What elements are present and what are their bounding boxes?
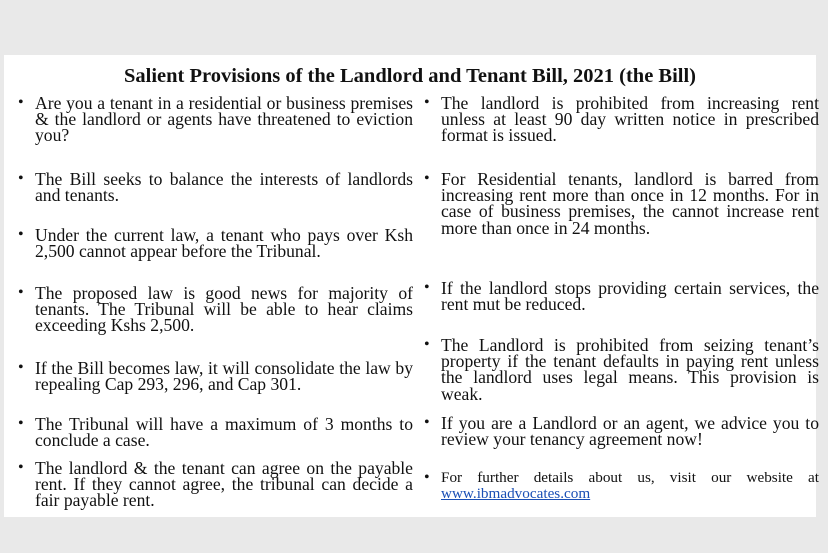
list-item-text: Under the current law, a tenant who pays over Ksh 2,500 cannot appear before the Tribunal.: [35, 225, 413, 262]
bullet-icon: •: [18, 226, 24, 243]
bullet-icon: •: [424, 94, 430, 111]
list-item-text: For Residential tenants, landlord is barred from increasing rent more than once in 12 months. For in case of business premises, the cannot increase rent more than once in 24 months.: [441, 169, 819, 238]
list-item-text: The Bill seeks to balance the interests of landlords and tenants.: [35, 169, 413, 206]
list-item-text: If you are a Landlord or an agent, we advice you to review your tenancy agreement now!: [441, 413, 819, 450]
list-item-text: The proposed law is good news for majority of tenants. The Tribunal will be able to hear claims exceeding Kshs 2,500.: [35, 283, 413, 336]
list-item-text: The Tribunal will have a maximum of 3 months to conclude a case.: [35, 414, 413, 451]
list-item-text: If the landlord stops providing certain services, the rent mut be reduced.: [441, 278, 819, 315]
bullet-icon: •: [18, 415, 24, 432]
list-item: [18, 95, 413, 144]
bullet-icon: •: [424, 170, 430, 187]
list-item-text: Are you a tenant in a residential or business premises & the landlord or agents have threatened to eviction you?: [35, 93, 413, 146]
list-item: [18, 460, 413, 509]
website-link[interactable]: www.ibmadvocates.com: [441, 484, 591, 502]
list-item: [18, 414, 413, 451]
list-item: [424, 171, 819, 236]
bullet-icon: •: [18, 94, 24, 111]
bullet-icon: •: [424, 414, 430, 431]
list-item: [424, 337, 819, 402]
list-item-text: The landlord is prohibited from increasing rent unless at least 90 day written notice in prescribed format is issued.: [441, 93, 819, 146]
bullet-icon: •: [18, 170, 24, 187]
document-page: [4, 55, 819, 517]
bullet-icon: •: [18, 459, 24, 476]
list-item: [424, 95, 819, 144]
footer-note: [424, 470, 819, 501]
list-item: [18, 285, 413, 334]
bullet-icon: •: [424, 469, 430, 486]
bullet-icon: •: [18, 284, 24, 301]
list-item-text: If the Bill becomes law, it will consolidate the law by repealing Cap 293, 296, and Cap 301.: [35, 358, 413, 395]
list-item: [18, 358, 413, 395]
list-item: [18, 225, 413, 262]
list-item-text: The landlord & the tenant can agree on the payable rent. If they cannot agree, the tribunal can decide a fair payable rent.: [35, 458, 413, 511]
bullet-icon: •: [18, 359, 24, 376]
list-item: [18, 169, 413, 206]
document-title: Salient Provisions of the Landlord and Tenant Bill, 2021 (the Bill): [123, 65, 697, 87]
bullet-icon: •: [424, 279, 430, 296]
list-item: [424, 278, 819, 315]
list-item-text: The Landlord is prohibited from seizing tenant’s property if the tenant defaults in paying rent unless the landlord uses legal means. This provision is weak.: [441, 335, 819, 404]
list-item: [424, 413, 819, 450]
footer-text-block: [441, 470, 819, 501]
footer-text: For further details about us, visit our website at: [441, 469, 819, 486]
bullet-icon: •: [424, 336, 430, 353]
